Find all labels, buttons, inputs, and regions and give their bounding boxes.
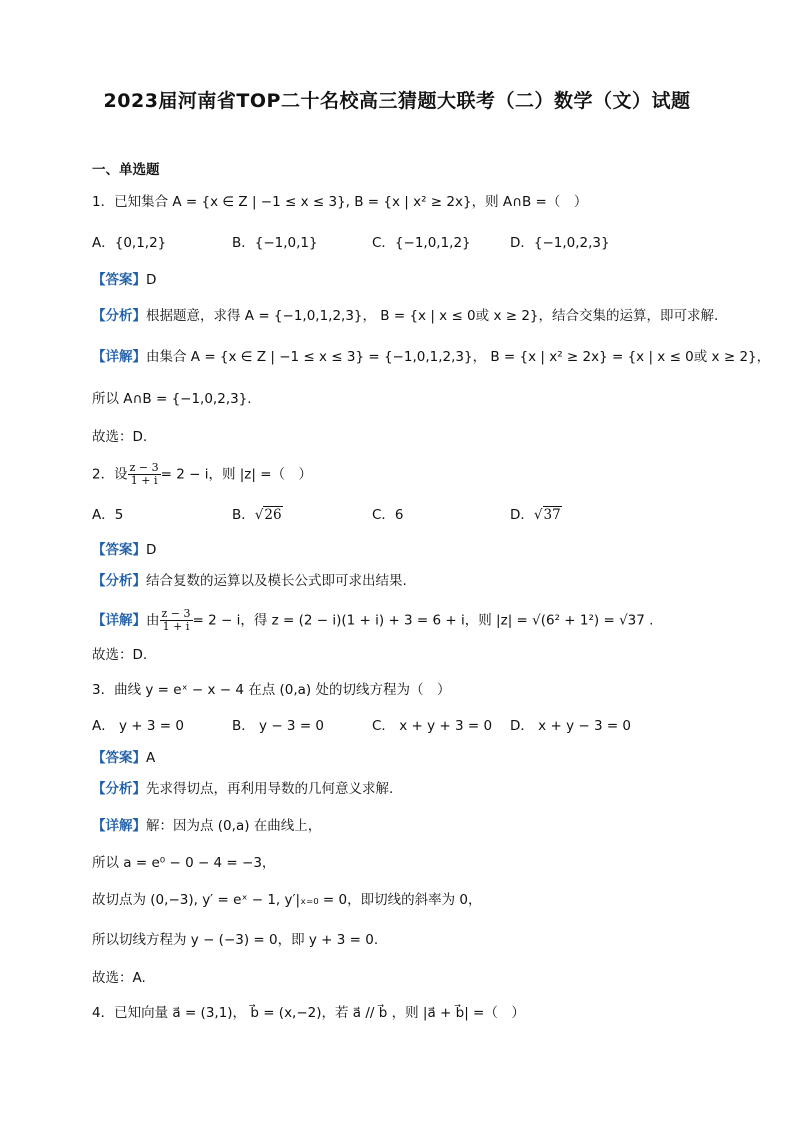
detail-label: 【详解】: [92, 612, 146, 629]
q1-option-d: D．{−1,0,2,3}: [510, 235, 610, 251]
page-title: 2023届河南省TOP二十名校高三猜题大联考（二）数学（文）试题: [103, 90, 691, 112]
q1-option-c: C．{−1,0,1,2}: [372, 235, 471, 251]
answer-label: 【答案】: [92, 750, 146, 766]
q2-detail-frac-numerator: z − 3: [161, 607, 191, 620]
q1-conclusion: 所以 A∩B = {−1,0,2,3}.: [92, 391, 252, 407]
q2-frac-denominator: 1 + i: [130, 474, 158, 487]
q1-option-b: B．{−1,0,1}: [232, 235, 318, 251]
q2-option-b: [232, 505, 283, 525]
q2-detail-fraction: [160, 608, 193, 633]
q2-option-d: [510, 505, 562, 525]
detail-label: 【详解】: [92, 818, 146, 834]
detail-label: 【详解】: [92, 349, 146, 365]
q3-choose: 故选：A.: [92, 970, 146, 986]
q2-option-b-label: B．: [232, 507, 255, 523]
q3-option-b: B． y − 3 = 0: [232, 718, 325, 734]
q1-detail: [92, 347, 770, 367]
q2-detail-text: = 2 − i，得 z = (2 − i)(1 + i) + 3 = 6 + i，则 |z| = √(6² + 1²) = √37 .: [192, 612, 654, 629]
q1-analysis: [92, 306, 718, 326]
q2-answer-value: D: [146, 542, 157, 558]
q2-option-b-radicand: 26: [264, 507, 282, 523]
q1-analysis-text: 根据题意，求得 A = {−1,0,1,2,3}， B = {x | x ≤ 0或 x ≥ 2}，结合交集的运算，即可求解.: [146, 308, 719, 324]
q2-detail-pre: 由: [146, 612, 160, 629]
q3-option-c: C． x + y + 3 = 0: [372, 718, 493, 734]
q3-line-1: 所以 a = e⁰ − 0 − 4 = −3，: [92, 855, 276, 871]
q4-stem: 4．已知向量 a⃗ = (3,1)， b⃗ = (x,−2)，若 a⃗ // b⃗ ，则 |a⃗ + b⃗| =（ ）: [92, 1005, 525, 1021]
q3-option-a: A． y + 3 = 0: [92, 718, 184, 734]
sqrt-symbol: √26: [254, 507, 282, 523]
q2-frac-numerator: z − 3: [129, 461, 159, 474]
q2-option-d-label: D．: [510, 507, 534, 523]
section-heading: 一、单选题: [92, 162, 160, 178]
q2-choose: 故选：D.: [92, 647, 148, 663]
q1-option-a: A．{0,1,2}: [92, 235, 167, 251]
sqrt-symbol: √37: [533, 507, 561, 523]
q2-option-c: C．6: [372, 507, 404, 523]
q3-answer-value: A: [146, 750, 156, 766]
q3-line-3: 所以切线方程为 y − (−3) = 0，即 y + 3 = 0.: [92, 932, 379, 948]
analysis-label: 【分析】: [92, 573, 146, 589]
q1-detail-text: 由集合 A = {x ∈ Z | −1 ≤ x ≤ 3} = {−1,0,1,2,3}， B = {x | x² ≥ 2x} = {x | x ≤ 0或 x ≥ 2}，: [146, 349, 771, 365]
q3-detail-text: 解：因为点 (0,a) 在曲线上，: [146, 818, 322, 834]
q2-answer: [92, 540, 156, 560]
q3-option-d: D． x + y − 3 = 0: [510, 718, 632, 734]
q2-analysis-text: 结合复数的运算以及模长公式即可求出结果.: [146, 573, 407, 589]
q2-option-d-radicand: 37: [543, 507, 561, 523]
q2-detail-frac-denominator: 1 + i: [162, 620, 190, 633]
answer-label: 【答案】: [92, 542, 146, 558]
q2-option-a: A．5: [92, 507, 124, 523]
q1-answer: [92, 270, 156, 290]
q2-stem-rest: = 2 − i，则 |z| =（ ）: [160, 466, 313, 483]
q3-stem: 3．曲线 y = eˣ − x − 4 在点 (0,a) 处的切线方程为（ ）: [92, 682, 451, 698]
answer-label: 【答案】: [92, 272, 146, 288]
q1-choose: 故选：D.: [92, 429, 148, 445]
q2-analysis: [92, 571, 407, 591]
q3-answer: [92, 748, 155, 768]
q3-analysis: [92, 779, 393, 799]
q3-line-2: 故切点为 (0,−3), y′ = eˣ − 1, y′|ₓ₌₀ = 0，即切线的斜率为 0，: [92, 892, 482, 908]
q2-prefix: 2．设: [92, 466, 128, 483]
q2-stem: [92, 462, 312, 487]
q3-detail: [92, 816, 321, 836]
q2-detail: [92, 608, 653, 633]
analysis-label: 【分析】: [92, 781, 146, 797]
q2-fraction: [128, 462, 161, 487]
analysis-label: 【分析】: [92, 308, 146, 324]
q3-analysis-text: 先求得切点，再利用导数的几何意义求解.: [146, 781, 394, 797]
q1-answer-value: D: [146, 272, 157, 288]
q1-stem: 1．已知集合 A = {x ∈ Z | −1 ≤ x ≤ 3}, B = {x | x² ≥ 2x}，则 A∩B =（ ）: [92, 194, 588, 210]
